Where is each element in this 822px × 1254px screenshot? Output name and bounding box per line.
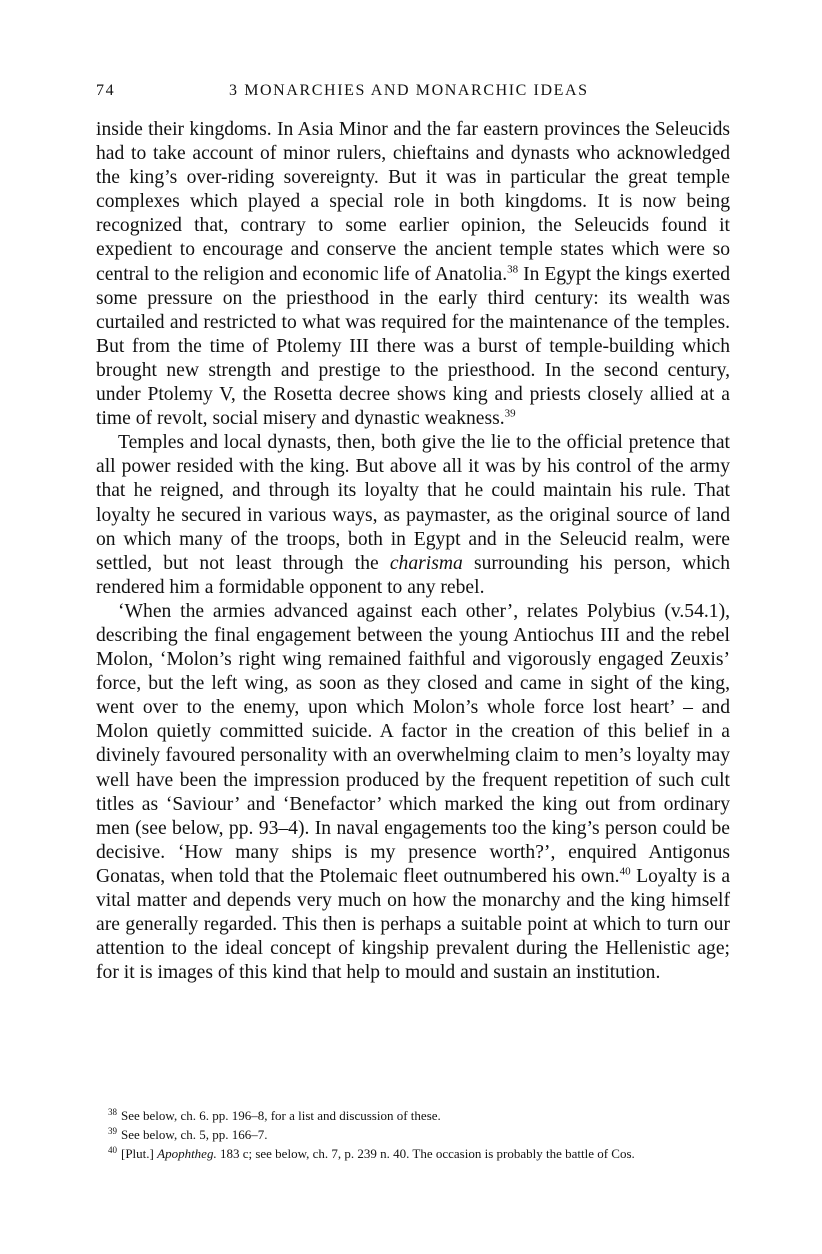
footnotes [96,1106,730,1163]
paragraph-3-part-b: Loyalty is a vital matter and depends very much on how the monarchy and the king himself are generally regarded. This then is perhaps a suitable point at which to turn our attention to the ideal concept of kingship prevalent during the Hellenistic age; for it is images of this kind that help to mould and sustain an institution. [96,865,731,984]
footnote-text: 183 c; see below, ch. 7, p. 239 n. 40. The occasion is probably the battle of Cos. [216,1146,635,1161]
footnote-italic: Apophtheg. [157,1146,217,1161]
footnote-text: See below, ch. 6. pp. 196–8, for a list and discussion of these. [121,1108,441,1123]
body-text [96,118,730,985]
paragraph-3 [96,600,730,986]
footnote-number: 40 [108,1144,117,1155]
paragraph-2-part-b: surrounding his person, which rendered him a formidable opponent to any rebel. [96,552,730,598]
paragraph-1-part-a: inside their kingdoms. In Asia Minor and the far eastern provinces the Seleucids had to take account of minor rulers, chieftains and dynasts who acknowledged the king’s over-riding sovereignty. But it was in particular the great temple complexes which played a special role in both kingdoms. It is now being recognized that, contrary to some earlier opinion, the Seleucids found it expedient to encourage and conserve the ancient temple states which were so central to the religion and economic life of Anatolia. [96,119,730,285]
footnote-prefix: [Plut.] [121,1146,158,1161]
footnote-40 [96,1144,730,1163]
paragraph-2-italic: charisma [389,552,463,574]
footnote-39 [96,1125,730,1144]
page-number: 74 [96,82,116,99]
footnote-38 [96,1106,730,1125]
paragraph-1-part-b: In Egypt the kings exerted some pressure on the priesthood in the early third century: its wealth was curtailed and restricted to what was required for the maintenance of the temples. But from the time of Ptolemy III there was a burst of temple-building which brought new strength and prestige to the priesthood. In the second century, under Ptolemy V, the Rosetta decree shows king and priests closely allied at a time of revolt, social misery and dynastic weakness. [96,263,731,430]
footnote-text: See below, ch. 5, pp. 166–7. [121,1127,268,1142]
footnote-ref-38: 38 [507,263,519,276]
footnote-number: 39 [108,1125,117,1136]
footnote-number: 38 [108,1106,117,1117]
paragraph-1 [96,118,730,431]
paragraph-2-part-a: Temples and local dynasts, then, both give the lie to the official pretence that all power resided with the king. But above all it was by his control of the army that he reigned, and through its loyalty that he could maintain his rule. That loyalty he secured in various ways, as paymaster, as the original source of land on which many of the troops, both in Egypt and in the Seleucid realm, were settled, but not least through the [96,432,730,574]
running-head [96,82,730,104]
footnote-ref-39: 39 [504,407,516,420]
footnote-ref-40: 40 [619,865,631,878]
chapter-title: 3 MONARCHIES AND MONARCHIC IDEAS [229,82,589,99]
paragraph-3-part-a: ‘When the armies advanced against each other’, relates Polybius (v.54.1), describing the final engagement between the young Antiochus III and the rebel Molon, ‘Molon’s right wing remained faithful and vigorously engaged Zeuxis’ force, but the left wing, as soon as they closed and came in sight of the king, went over to the enemy, upon which Molon’s whole force lost heart’ – and Molon quietly committed suicide. A factor in the creation of this belief in a divinely favoured personality with an overwhelming claim to men’s loyalty may well have been the impression produced by the frequent repetition of such cult titles as ‘Saviour’ and ‘Benefactor’ which marked the king out from ordinary men (see below, pp. 93–4). In naval engagements too the king’s person could be decisive. ‘How many ships is my presence worth?’, enquired Antigonus Gonatas, when told that the Ptolemaic fleet outnumbered his own. [96,600,730,887]
paragraph-2 [96,431,730,600]
